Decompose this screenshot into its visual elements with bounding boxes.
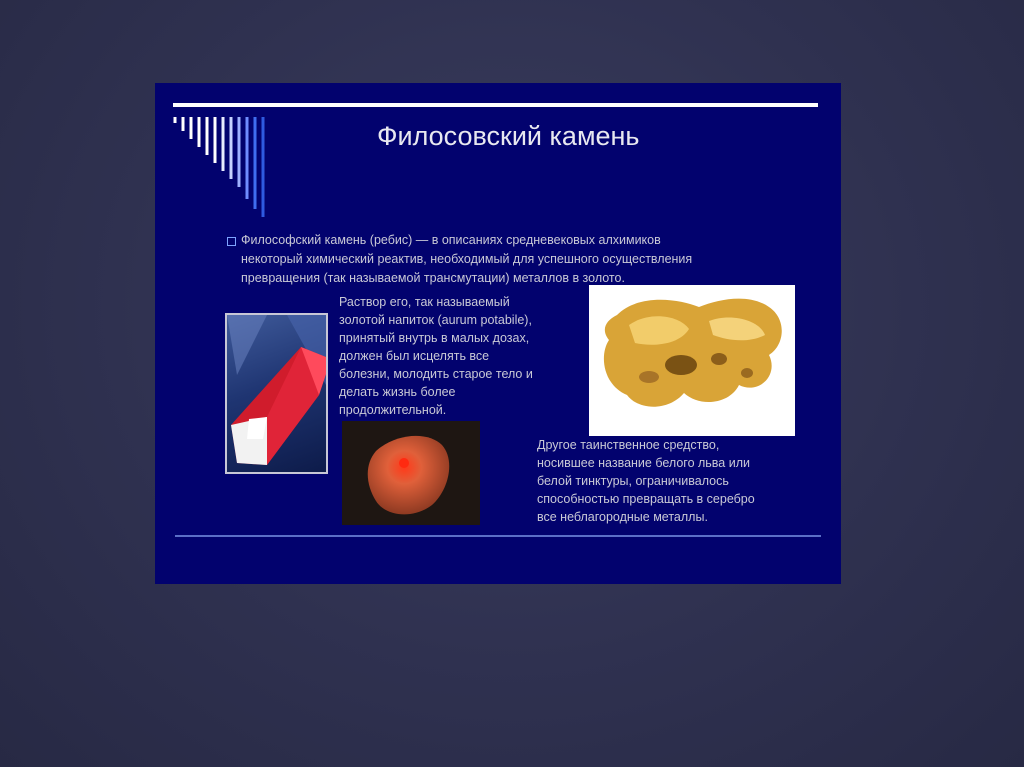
decorative-stripes <box>173 117 273 217</box>
gold-nugget-image <box>589 285 795 436</box>
slide-title: Филосовский камень <box>377 121 640 151</box>
red-crystal-image <box>225 313 328 474</box>
slide <box>155 83 841 584</box>
red-stone-image <box>342 421 480 525</box>
intro-text: Философский камень (ребис) — в описаниях средневековых алхимиков некоторый химический реактив, необходимый для успешного осуществления превращения (так называемой трансмутации) металлов в золото. <box>241 233 693 285</box>
bullet-icon <box>227 237 236 246</box>
paragraph-potable-gold: Раствор его, так называемый золотой напиток (aurum potabile), принятый внутрь в малых дозах, должен был исцелять все болезни, молодить старое тело и делать жизнь более продолжительной. <box>339 295 533 417</box>
top-rule <box>173 103 818 107</box>
paragraph-white-lion: Другое таинственное средство, носившее название белого льва или белой тинктуры, ограничивалось способностью превращать в серебро все неблагородные металлы. <box>537 438 755 524</box>
bottom-rule <box>175 535 821 537</box>
